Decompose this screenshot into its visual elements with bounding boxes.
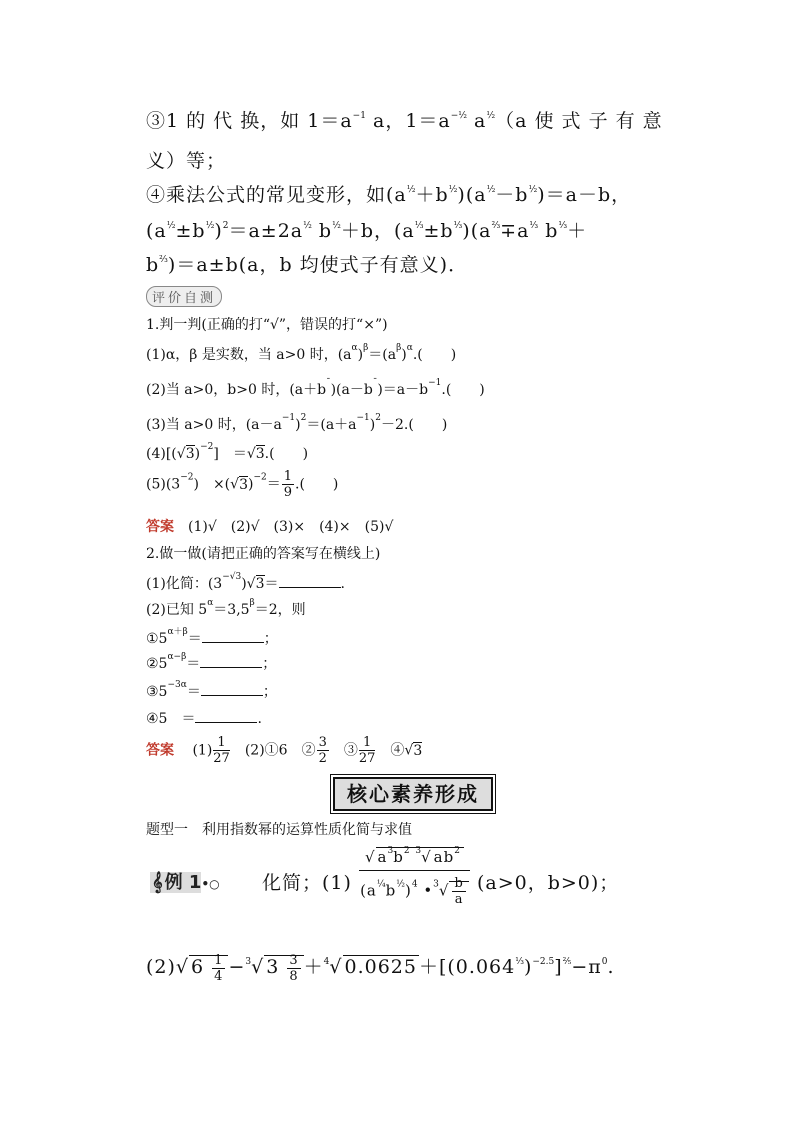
q1-answer-row (146, 516, 393, 536)
item3-text-a: ③1 的 代 换，如 $1=a^{-1}$ a，$1=a^{-\frac{1}{2}}$ $a^{\frac{1}{2}}$ (146, 110, 496, 132)
q1-title: 1.判一判(正确的打“√”，错误的打“×”) (146, 317, 388, 333)
example-fraction: √ $a^3b^2$ $^3$√ $ab^2$ $(a^{\frac{1}{4}}b^{\frac{1}{2}})^4$ •$^3$√ $\frac{b}{a}$ (359, 846, 470, 906)
item4-line1 (146, 180, 631, 207)
example-part2-label: (2) (146, 956, 176, 978)
q1-answer: (1)√ (2)√ (3)× (4)× (5)√ (188, 519, 394, 535)
self-test-badge-label: 评价自测 (146, 286, 222, 307)
q2-item-4: $②5^{\alpha-\beta}=$ ； (146, 652, 277, 672)
q2-item-6: ④5 ＝ . (146, 711, 262, 727)
example-intro: 化简；(1) (262, 872, 352, 894)
answer-blank-4[interactable] (201, 683, 263, 696)
dot-circle-icon: •○ (201, 877, 220, 891)
item3-line1 (146, 106, 663, 133)
fraction-1-27: $\frac{1}{27}$ (213, 735, 230, 766)
q2-item-5: $③5^{-3\alpha}=$ ； (146, 680, 277, 700)
answer-blank-2[interactable] (202, 630, 264, 643)
fraction-3-2: $\frac{3}{2}$ (318, 735, 327, 766)
q2-item-2: (2)已知 $5^\alpha=3,5^\beta=2$，则 (146, 598, 306, 618)
q2-answer-label: 答案 (146, 742, 174, 759)
type1-title: 题型一 利用指数幂的运算性质化简与求值 (146, 822, 412, 838)
answer-blank-1[interactable] (279, 575, 341, 588)
q1-item-3: (3)当 a>0 时，$(a-a^{-1})^2=(a+a^{-1})^2-2$.( ) (146, 413, 448, 433)
q1-item-4: $(4)[(√3)^{-2}]$ ＝√3.( ) (146, 442, 309, 462)
item4-text-c: ＝a±b(a，b 均使式子有意义)． (176, 254, 469, 276)
self-test-badge (146, 286, 222, 307)
item4-line3: $b^{\frac{2}{3}})=a\pm b(a$，b 均使式子有意义)． (146, 254, 469, 276)
q2-title: 2.做一做(请把正确的答案写在横线上) (146, 546, 381, 562)
example-condition: (a>0，b>0)； (476, 872, 620, 894)
q2-answer-row: 答案 (1) $\frac{1}{27}$ (2)①6 ② $\frac{3}{2}$ ③ $\frac{1}{27}$ ④√3 (146, 735, 423, 766)
core-section-title: 核心素养形成 (333, 777, 493, 811)
q1-item-5: $(5)(3^{-2})$ $\times(√3)^{-2}=$ $\frac{1}{9}$ .( ) (146, 469, 339, 500)
q1-item-2: (2)当 a>0，b>0 时，$(a+b^¯)(a-b^¯)=a-b^{-1}$.( ) (146, 378, 485, 398)
fraction-1-9: $\frac{1}{9}$ (283, 469, 293, 500)
example-1-label (150, 868, 220, 894)
treble-clef-icon: 𝄞 (152, 872, 163, 893)
answer-blank-3[interactable] (200, 655, 262, 668)
example-1-part1 (262, 846, 619, 906)
core-section-header (333, 778, 493, 807)
q1-item-1: (1)α，β 是实数，当 a>0 时，$(a^\alpha)^\beta=(a^\beta)^\alpha$.( ) (146, 343, 457, 363)
item4-text-b: ＝a－b， (545, 184, 632, 206)
example-1-part2: (2)√ 6 $\frac{1}{4}$ −$^3$√ 3 $\frac{3}{8}$ ＋$^4$√ $0.0625 +[(0.064^{\frac{1}{3}})^{-2.5}]^{\frac{2}{5}}-\pi^0$. (146, 952, 615, 984)
q2-item-3: $①5^{\alpha+\beta}=$ ； (146, 627, 278, 647)
item3-line2: 义）等； (146, 150, 227, 172)
q1-answer-label: 答案 (146, 519, 174, 535)
item4-text-a: ④乘法公式的常见变形，如 (146, 184, 387, 206)
item4-line2: $(a^{\frac{1}{2}}\pm b^{\frac{1}{2}})^2=a\pm 2a^{\frac{1}{2}}$ $b^{\frac{1}{2}}+b$，$(a^{\frac{1}{3}}\pm b^{\frac{1}{3}})(a^{\frac{2}{3}}\mp a^{\frac{1}{3}}$ $b^{\frac{1}{3}}+$ (146, 220, 588, 242)
q2-item-1: (1)化简：$(3^{-√3})√3=$ . (146, 572, 345, 592)
fraction-1-27b: $\frac{1}{27}$ (358, 735, 376, 766)
answer-blank-5[interactable] (195, 710, 257, 723)
item3-text-b: （a 使 式 子 有 意 (495, 110, 663, 132)
item4-formula-1: $(a^{\frac{1}{2}}+b^{\frac{1}{2}})(a^{\frac{1}{2}}-b^{\frac{1}{2}})$ (386, 184, 546, 206)
example-label-text: 例 1 (164, 872, 202, 893)
